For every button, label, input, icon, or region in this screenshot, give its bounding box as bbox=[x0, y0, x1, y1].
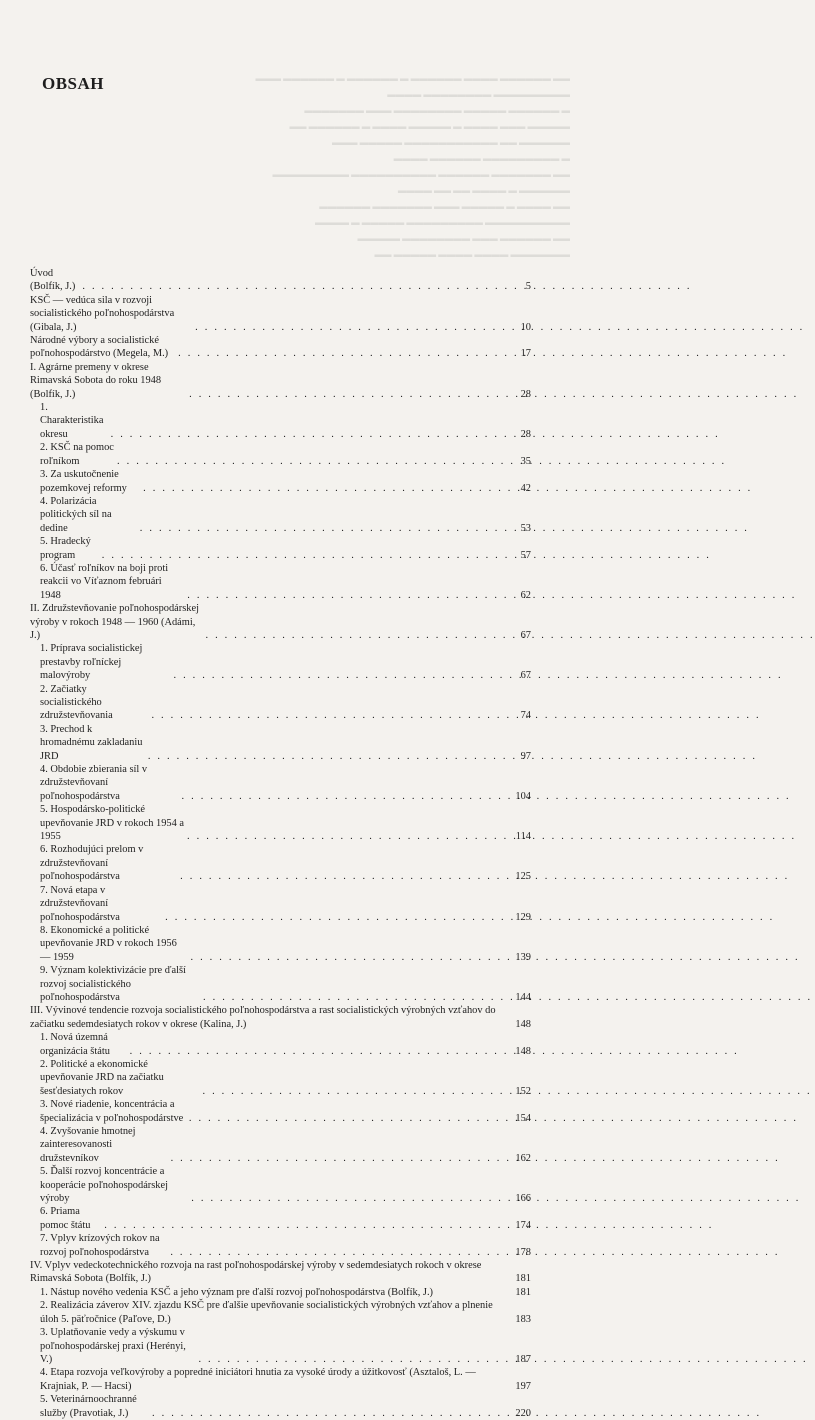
dot-leader bbox=[203, 991, 506, 1004]
toc-entry-title: 3. Za uskutočnenie pozemkovej reformy bbox=[40, 469, 127, 494]
toc-entry bbox=[30, 1393, 531, 1420]
dot-leader bbox=[111, 428, 506, 441]
dot-leader bbox=[191, 1192, 506, 1205]
toc-entry-title: 6. Priama pomoc štátu bbox=[40, 1206, 91, 1231]
dot-leader bbox=[195, 321, 506, 334]
toc-entry-page: 166 bbox=[515, 1193, 531, 1205]
toc-entry bbox=[30, 803, 531, 843]
toc-entry-page: 183 bbox=[515, 1313, 531, 1325]
toc-entry-page: 17 bbox=[520, 348, 531, 360]
toc-entry-title: 6. Účasť roľníkov na boji proti reakcii vo Víťaznom februári 1948 bbox=[40, 562, 169, 601]
toc-entry bbox=[30, 924, 531, 964]
toc-entry-page: 114 bbox=[515, 831, 531, 843]
toc-entry-title: 6. Rozhodujúci prelom v združstevňovaní poľnohospodárstva bbox=[40, 844, 144, 883]
toc-entry-page: 57 bbox=[520, 549, 531, 561]
toc-entry bbox=[30, 294, 531, 334]
dot-leader bbox=[189, 1112, 506, 1125]
toc-entry-page: 35 bbox=[520, 455, 531, 467]
toc-entry bbox=[30, 1286, 531, 1299]
toc-entry bbox=[30, 535, 531, 562]
toc-entry-page: 129 bbox=[515, 911, 531, 923]
toc-entry-page: 220 bbox=[515, 1407, 531, 1419]
toc-entry-title: 1. Nástup nového vedenia KSČ a jeho význam pre ďalší rozvoj poľnohospodárstva (Bolfík, J.) bbox=[40, 1286, 434, 1298]
toc-entry-title: 8. Ekonomické a politické upevňovanie JRD v rokoch 1956 — 1959 bbox=[40, 924, 177, 963]
dot-leader bbox=[178, 347, 506, 360]
dot-leader bbox=[102, 549, 506, 562]
dot-leader bbox=[104, 1219, 506, 1232]
toc-entry-title: 4. Obdobie zbierania síl v združstevňovaní poľnohospodárstva bbox=[40, 764, 148, 802]
toc-entry bbox=[30, 1299, 531, 1326]
toc-entry-page: 187 bbox=[515, 1353, 531, 1365]
toc-entry-page: 178 bbox=[515, 1246, 531, 1258]
toc-entry-title: IV. Vplyv vedeckotechnického rozvoja na rast poľnohospodárskej výroby v sedemdesiatych rokoch v okrese Rimavská Sobota (Bolfík, J.) bbox=[30, 1260, 482, 1285]
toc-entry bbox=[30, 1232, 531, 1259]
dot-leader bbox=[189, 388, 506, 401]
toc-entry bbox=[30, 441, 531, 468]
toc-entry bbox=[30, 1165, 531, 1205]
toc-entry-title: 2. Začiatky socialistického združstevňovania bbox=[40, 683, 113, 722]
toc-entry bbox=[30, 1125, 531, 1165]
toc-entry-title: 4. Etapa rozvoja veľkovýroby a popredné iniciátori hnutia za vysoké úrody a úžitkovosť (Asztaloš, L. — Krajniak, P. — Hacsi) bbox=[40, 1367, 476, 1392]
toc-entry-title: 2. KSČ na pomoc roľníkom bbox=[40, 442, 114, 467]
toc-entry bbox=[30, 1004, 531, 1031]
table-of-contents bbox=[30, 267, 531, 1420]
toc-entry-title: KSČ — vedúca sila v rozvoji socialistického poľnohospodárstva (Gibala, J.) bbox=[30, 294, 175, 333]
toc-entry-title: 7. Vplyv krízových rokov na rozvoj poľnohospodárstva bbox=[40, 1233, 160, 1258]
toc-entry-page: 154 bbox=[515, 1112, 531, 1124]
toc-entry bbox=[30, 683, 531, 723]
toc-entry-page: 42 bbox=[520, 482, 531, 494]
toc-entry-title: 5. Hospodársko-politické upevňovanie JRD v rokoch 1954 a 1955 bbox=[40, 804, 184, 843]
toc-entry bbox=[30, 1058, 531, 1098]
dot-leader bbox=[165, 911, 506, 924]
dot-leader bbox=[151, 709, 506, 722]
toc-entry-title: Národné výbory a socialistické poľnohospodárstvo (Megela, M.) bbox=[30, 335, 169, 360]
toc-entry bbox=[30, 1031, 531, 1058]
toc-entry-title: 5. Hradecký program bbox=[40, 536, 91, 561]
toc-entry-title: 3. Nové riadenie, koncentrácia a špecializácia v poľnohospodárstve bbox=[40, 1099, 184, 1124]
toc-entry bbox=[30, 884, 531, 924]
toc-entry-page: 28 bbox=[520, 428, 531, 440]
dot-leader bbox=[180, 870, 506, 883]
toc-entry-page: 67 bbox=[520, 670, 531, 682]
toc-entry bbox=[30, 401, 531, 441]
toc-entry bbox=[30, 495, 531, 535]
toc-entry bbox=[30, 843, 531, 883]
toc-entry-page: 139 bbox=[515, 951, 531, 963]
toc-entry-page: 104 bbox=[515, 790, 531, 802]
toc-entry-title: 7. Nová etapa v združstevňovaní poľnohospodárstva bbox=[40, 884, 120, 923]
toc-entry bbox=[30, 642, 531, 682]
dot-leader bbox=[143, 482, 506, 495]
toc-entry-title: 9. Význam kolektivizácie pre ďalší rozvoj socialistického poľnohospodárstva bbox=[40, 965, 186, 1003]
toc-entry-page: 67 bbox=[520, 629, 531, 641]
toc-entry bbox=[30, 763, 531, 803]
toc-entry-page: 62 bbox=[520, 589, 531, 601]
toc-entry bbox=[30, 602, 531, 642]
dot-leader bbox=[173, 669, 506, 682]
toc-entry bbox=[30, 267, 531, 294]
toc-entry bbox=[30, 964, 531, 1004]
toc-entry bbox=[30, 361, 531, 401]
toc-entry-title: 2. Realizácia záverov XIV. zjazdu KSČ pre ďalšie upevňovanie socialistických výrobných vzťahov a plnenie úloh 5. päťročnice (Paľove, D.) bbox=[40, 1300, 493, 1325]
toc-entry bbox=[30, 562, 531, 602]
toc-entry-title: 5. Ďalší rozvoj koncentrácie a kooperácie poľnohospodárskej výroby bbox=[40, 1166, 169, 1205]
dot-leader bbox=[117, 455, 506, 468]
toc-entry-title: 5. Veterinárnoochranné služby (Pravotiak, J.) bbox=[40, 1394, 137, 1419]
toc-entry-page: 28 bbox=[520, 388, 531, 400]
toc-entry-page: 148 bbox=[515, 1045, 531, 1057]
toc-entry-title: 1. Nová územná organizácia štátu bbox=[40, 1032, 110, 1057]
dot-leader bbox=[82, 280, 506, 293]
toc-entry-page: 181 bbox=[515, 1273, 531, 1285]
dot-leader bbox=[152, 1407, 506, 1420]
dot-leader bbox=[202, 1085, 506, 1098]
toc-entry bbox=[30, 1326, 531, 1366]
dot-leader bbox=[187, 830, 506, 843]
toc-entry bbox=[30, 1366, 531, 1393]
toc-entry bbox=[30, 1098, 531, 1125]
toc-entry-title: 4. Zvyšovanie hmotnej zainteresovanosti družstevníkov bbox=[40, 1126, 136, 1164]
toc-entry-page: 144 bbox=[515, 991, 531, 1003]
toc-entry bbox=[30, 468, 531, 495]
toc-entry-page: 74 bbox=[520, 710, 531, 722]
toc-entry-title: Úvod (Bolfík, J.) bbox=[30, 268, 76, 293]
toc-entry-page: 125 bbox=[515, 871, 531, 883]
toc-entry-title: 1. Charakteristika okresu bbox=[40, 402, 104, 440]
toc-entry-page: 174 bbox=[515, 1219, 531, 1231]
dot-leader bbox=[130, 1045, 506, 1058]
page-title: OBSAH bbox=[42, 74, 105, 93]
toc-entry-page: 97 bbox=[520, 750, 531, 762]
dot-leader bbox=[187, 589, 506, 602]
dot-leader bbox=[170, 1246, 506, 1259]
toc-entry bbox=[30, 334, 531, 361]
toc-entry-page: 5 bbox=[525, 281, 531, 293]
toc-entry-title: 2. Politické a ekonomické upevňovanie JRD na začiatku šesťdesiatych rokov bbox=[40, 1058, 164, 1097]
show-through-text: ▬▬ ▬▬▬▬▬▬ ▬▬▬▬ ▬▬▬▬▬▬ ▬ ▬▬▬▬▬▬ ▬ ▬▬▬▬▬▬ ▬▬▬ ▬▬▬▬▬▬▬▬▬ ▬▬▬▬▬▬▬▬ ▬▬▬▬ ▬ ▬▬▬▬▬▬ ▬▬▬▬▬ ▬▬▬▬▬▬▬▬ ▬▬▬ ▬▬▬▬▬▬▬ ▬▬▬▬▬ ▬▬▬ ▬▬▬▬ ▬ ▬▬▬▬▬ ▬▬▬▬ ▬ ▬▬▬▬▬▬ ▬▬ ▬▬▬▬▬▬ ▬▬ ▬▬▬▬▬▬▬▬▬▬▬ ▬▬▬▬▬ ▬▬▬ ▬ ▬▬▬▬▬▬▬▬▬ ▬▬▬▬▬▬ ▬▬▬▬ ▬▬ ▬▬▬▬▬▬▬ ▬▬▬▬▬▬ ▬▬▬▬▬▬▬▬▬▬ ▬▬▬▬▬▬▬▬▬ ▬▬▬▬▬▬ ▬ ▬▬▬▬ ▬▬ ▬▬ ▬▬▬▬ ▬▬ ▬▬▬▬ ▬ ▬▬▬▬▬ ▬▬▬ ▬▬▬▬▬▬▬ ▬▬▬▬▬▬ ▬▬▬▬▬▬▬▬▬▬ ▬▬▬▬▬▬▬▬▬ ▬▬▬▬▬ ▬ ▬▬▬▬ ▬▬ ▬▬▬▬▬▬ ▬▬▬ ▬▬▬▬▬▬▬▬ ▬▬▬▬▬ ▬▬▬▬▬▬▬ ▬▬▬▬ ▬▬▬▬ ▬▬▬▬▬ ▬▬ bbox=[255, 73, 570, 259]
toc-entry-title: III. Vývinové tendencie rozvoja socialistického poľnohospodárstva a rast socialistických výrobných vzťahov do začiatku sedemdesiatych rokov v okrese (Kalina, J.) bbox=[30, 1005, 496, 1030]
toc-entry-title: 3. Prechod k hromadnému zakladaniu JRD bbox=[40, 723, 143, 762]
toc-entry-page: 181 bbox=[515, 1286, 531, 1298]
toc-entry-title: I. Agrárne premeny v okrese Rimavská Sobota do roku 1948 (Bolfík, J.) bbox=[30, 361, 162, 400]
toc-entry-title: 3. Uplatňovanie vedy a výskumu v poľnohospodárskej praxi (Herényi, V.) bbox=[40, 1327, 186, 1365]
toc-entry-page: 197 bbox=[515, 1380, 531, 1392]
dot-leader bbox=[148, 750, 506, 763]
toc-entry-title: 4. Polarizácia politických síl na dedine bbox=[40, 495, 112, 534]
toc-entry-title: 1. Príprava socialistickej prestavby roľníckej malovýroby bbox=[40, 643, 143, 682]
toc-entry-page: 152 bbox=[515, 1085, 531, 1097]
dot-leader bbox=[190, 951, 506, 964]
toc-entry bbox=[30, 1259, 531, 1286]
toc-entry bbox=[30, 1205, 531, 1232]
dot-leader bbox=[198, 1353, 506, 1366]
toc-entry-title: II. Združstevňovanie poľnohospodárskej výroby v rokoch 1948 — 1960 (Adámi, J.) bbox=[30, 603, 199, 641]
dot-leader bbox=[182, 790, 506, 803]
toc-entry-page: 53 bbox=[520, 522, 531, 534]
toc-entry bbox=[30, 723, 531, 763]
toc-entry-page: 148 bbox=[515, 1018, 531, 1030]
toc-entry-page: 162 bbox=[515, 1152, 531, 1164]
toc-entry-page: 10 bbox=[520, 321, 531, 333]
dot-leader bbox=[205, 629, 506, 642]
dot-leader bbox=[171, 1152, 506, 1165]
dot-leader bbox=[140, 522, 506, 535]
